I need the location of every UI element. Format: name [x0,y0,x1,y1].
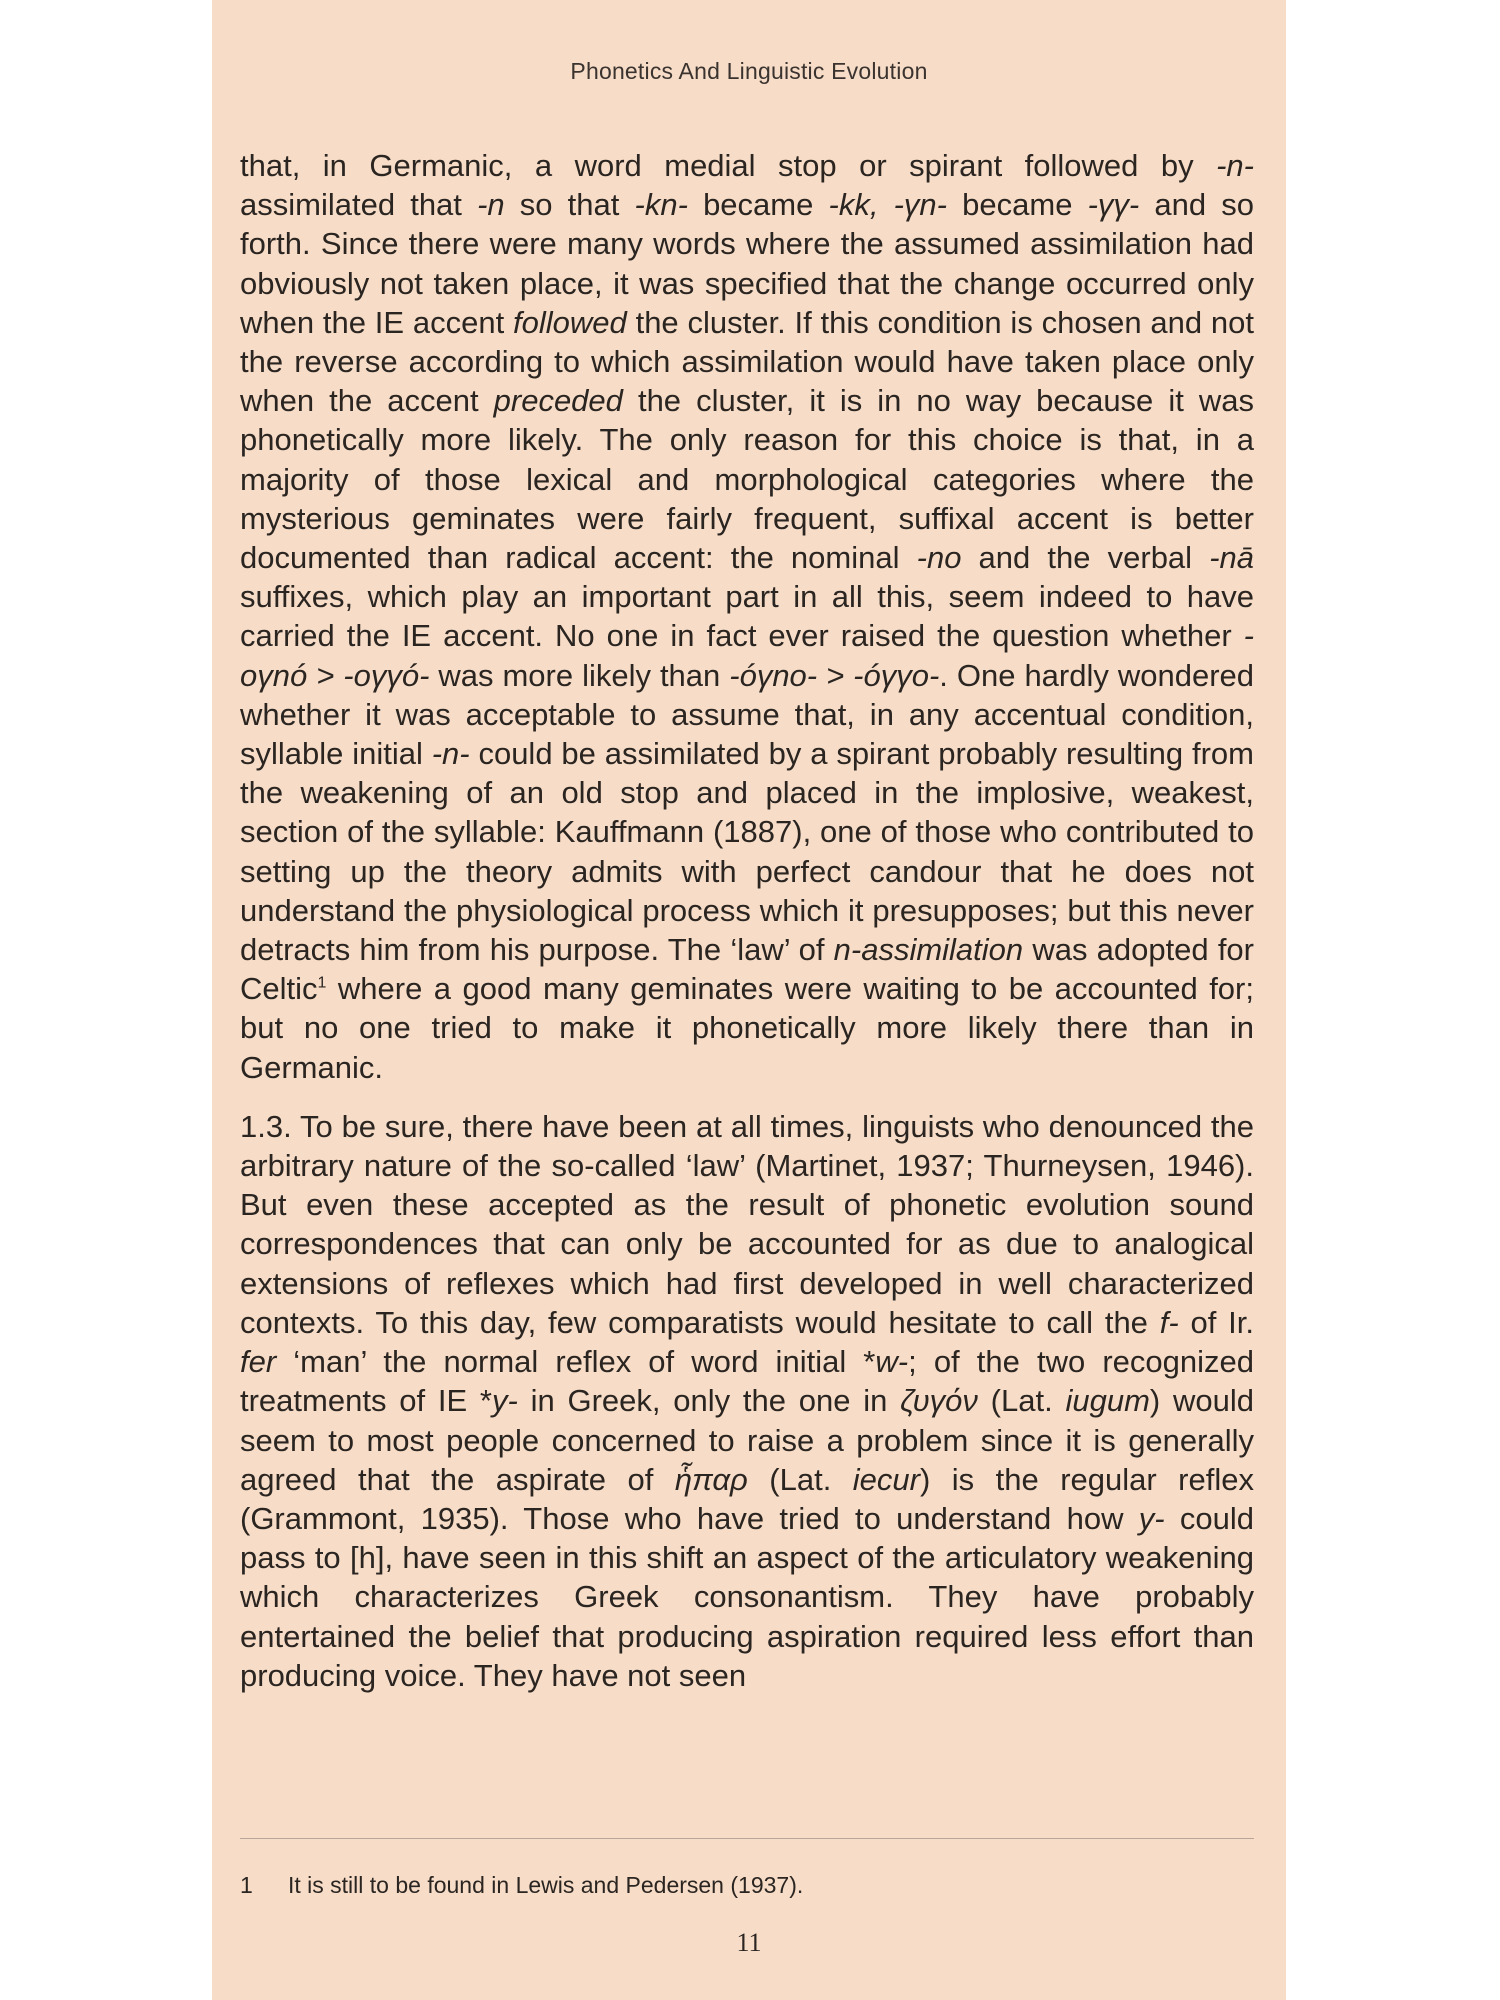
italic-run: -n [477,187,505,223]
greek-word: ζυγόν [900,1383,978,1419]
italic-run: fer [240,1344,277,1380]
text-run: and so forth. Since there were many words where the assumed assimilation had obviously not taken place, it was specified that the change occurred only when the IE accent [240,187,1255,340]
footnote [240,1872,1240,1899]
italic-run: -n- [1216,148,1254,183]
text-run: was adopted for Celtic [240,932,1255,1007]
italic-run: -kn- [634,187,688,223]
italic-run: y- [1138,1500,1165,1536]
text-run: that, in Germanic, a word medial stop or spirant followed by [240,148,1217,183]
footnote-number: 1 [240,1872,253,1898]
text-run: where a good many geminates were waiting to be accounted for; but no one tried to make it phonetically more likely there than in Germanic. [240,971,1254,1085]
text-run: ‘man’ the normal reflex of word initial * [276,1344,876,1380]
footnote-text: It is still to be found in Lewis and Pedersen (1937). [288,1872,804,1898]
paragraph [240,1107,1254,1695]
italic-run: n-assimilation [833,932,1024,968]
italic-run: -óγno- > -óγγo- [729,657,940,693]
italic-run: y- [491,1383,518,1419]
paragraph [240,146,1254,1087]
text-run: the cluster. If this condition is chosen and not the reverse according to which assimilation would have taken place only when the accent [240,304,1254,419]
italic-run: preceded [493,383,623,419]
text-run: assimilated that [240,187,478,223]
italic-run: iecur [852,1461,920,1497]
italic-run: -n- [431,736,470,772]
text-run: ; of the two recognized treatments of IE * [240,1344,1254,1419]
footnote-marker: 1 [317,974,327,992]
greek-word: ἧπαρ [674,1461,748,1497]
text-run: was more likely than [429,657,730,693]
italic-run: -nā [1209,540,1254,576]
italic-run: w- [875,1344,909,1380]
text-run: and the verbal [961,540,1210,576]
italic-run: iugum [1065,1383,1150,1419]
text-run: could pass to [h], have seen in this shift an aspect of the articulatory weakening which characterizes Greek consonantism. They have probably entertained the belief that producing aspiration required less effort than producing voice. They have not seen [240,1500,1254,1693]
text-run: became [947,187,1088,223]
italic-run: -γγ- [1087,187,1140,223]
text-run: the cluster, it is in no way because it was phonetically more likely. The only reason for this choice is that, in a majority of those lexical and morphological categories where the mysterious geminates were fairly frequent, suffixal accent is better documented than radical accent: the nominal [240,383,1254,576]
running-head: Phonetics And Linguistic Evolution [570,58,928,84]
italic-run: -no [916,540,962,576]
text-run: 1.3. To be sure, there have been at all times, linguists who denounced the arbitrary nature of the so-called ‘law’ (Martinet, 1937; Thurneysen, 1946). But even these accepted as the result of phonetic evolution sound correspondences that can only be accounted for as due to analogical extensions of reflexes which had first developed in well characterized contexts. To this day, few comparatists would hesitate to call the [240,1108,1254,1340]
text-run: of Ir. [1178,1304,1255,1340]
italic-run: f- [1159,1304,1179,1340]
text-run: became [687,187,829,223]
italic-run: followed [513,304,627,340]
footnote-divider [240,1838,1254,1839]
text-run: (Lat. [747,1461,853,1497]
text-run: ) would seem to most people concerned to raise a problem since it is generally agreed that the aspirate of [240,1383,1255,1497]
italic-run: -kk, -γn- [828,187,947,223]
page-number: 11 [736,1928,762,1957]
text-run: in Greek, only the one in [517,1383,901,1419]
text-run: suffixes, which play an important part in all this, seem indeed to have carried the IE accent. No one in fact ever raised the question whether [240,579,1254,654]
book-page [212,0,1286,2000]
text-run: ) is the regular reflex (Grammont, 1935). Those who have tried to understand how [240,1461,1254,1536]
text-run: so that [504,187,635,223]
italic-run: -oγnó > -oγγó- [240,618,1254,693]
text-run: (Lat. [977,1383,1066,1419]
text-run: . One hardly wondered whether it was acceptable to assume that, in any accentual condition, syllable initial [240,657,1255,772]
text-run: could be assimilated by a spirant probably resulting from the weakening of an old stop and placed in the implosive, weakest, section of the syllable: Kauffmann (1887), one of those who contributed to setting up the theory admits with perfect candour that he does not understand the physiological process which it presupposes; but this never detracts him from his purpose. The ‘law’ of [240,736,1254,968]
body-text [240,146,1254,1695]
